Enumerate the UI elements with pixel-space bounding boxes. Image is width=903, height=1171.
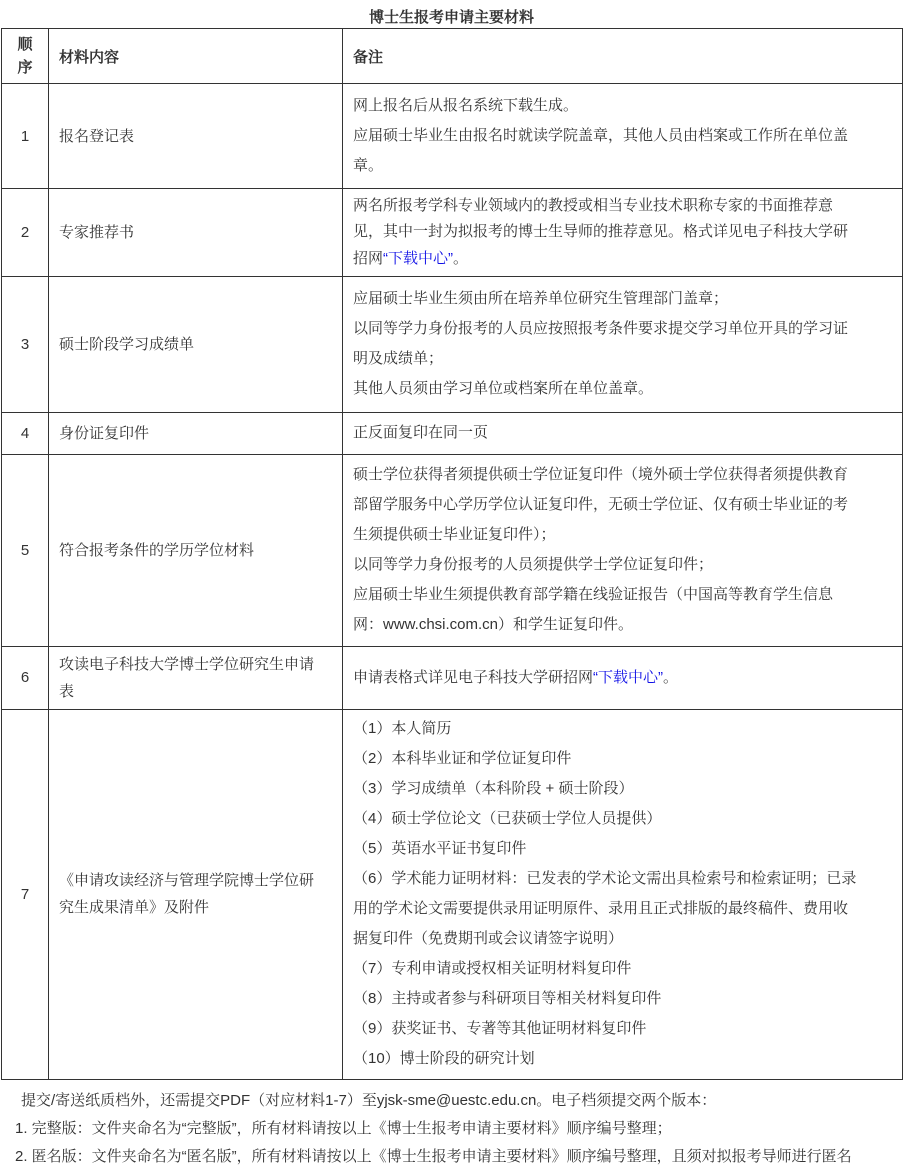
material-name: 《申请攻读经济与管理学院博士学位研究生成果清单》及附件 — [49, 709, 343, 1079]
remark-list-item: （2）本科毕业证和学位证复印件 — [353, 750, 572, 768]
remark-list-item: （8）主持或者参与科研项目等相关材料复印件 — [353, 990, 662, 1008]
remark-line: 以同等学力身份报考的人员须提供学士学位证复印件； — [353, 556, 714, 574]
header-material: 材料内容 — [49, 29, 343, 84]
remark-line: 网上报名后从报名系统下载生成。 — [353, 97, 579, 114]
header-order: 顺序 — [2, 29, 49, 84]
remark-list-item: （7）专利申请或授权相关证明材料复印件 — [353, 960, 632, 978]
materials-table — [1, 28, 903, 1080]
remark-line: 其他人员须由学习单位或档案所在单位盖章。 — [353, 380, 654, 398]
material-name: 硕士阶段学习成绩单 — [49, 276, 343, 412]
row-number: 7 — [2, 709, 49, 1079]
remark-list-item: （5）英语水平证书复印件 — [353, 840, 527, 858]
table-row-7 — [2, 709, 903, 1079]
remark-list-item: （6）学术能力证明材料：已发表的学术论文需出具检索号和检索证明；已录用的学术论文需要提供录用证明原件、录用且正式排版的最终稿件、费用收据复印件（免费期刊或会议请签字说明） — [353, 870, 857, 948]
material-name: 攻读电子科技大学博士学位研究生申请表 — [49, 646, 343, 709]
download-center-link[interactable]: “下载中心” — [593, 668, 664, 686]
row-number: 6 — [2, 646, 49, 709]
remark-text: 。 — [453, 249, 469, 267]
download-center-link[interactable]: “下载中心” — [383, 249, 454, 267]
remark-line: 应届硕士毕业生由报名时就读学院盖章，其他人员由档案或工作所在单位盖章。 — [353, 127, 849, 174]
footer-item-anonymous-version: 2. 匿名版：文件夹命名为“匿名版”，所有材料请按以上《博士生报考申请主要材料》顺序编号整理，且须对拟报考导师进行匿名 — [15, 1147, 852, 1165]
remark-line: 应届硕士毕业生须提供教育部学籍在线验证报告（中国高等教育学生信息网：www.chsi.com.cn）和学生证复印件。 — [353, 586, 834, 634]
table-row-4 — [2, 412, 903, 454]
row-number: 3 — [2, 276, 49, 412]
remark-cell — [343, 276, 903, 412]
remark-list-item: （1）本人简历 — [353, 720, 452, 738]
row-number: 2 — [2, 189, 49, 277]
remark-cell — [343, 454, 903, 646]
header-row — [2, 29, 903, 84]
remark-line: 硕士学位获得者须提供硕士学位证复印件（境外硕士学位获得者须提供教育部留学服务中心学历学位认证复印件，无硕士学位证、仅有硕士毕业证的考生须提供硕士毕业证复印件）； — [353, 466, 849, 544]
table-row-1 — [2, 84, 903, 189]
table-row-6 — [2, 646, 903, 709]
table-row-2 — [2, 189, 903, 277]
row-number: 5 — [2, 454, 49, 646]
remark-line: 以同等学力身份报考的人员应按照报考条件要求提交学习单位开具的学习证明及成绩单； — [353, 320, 849, 368]
remark-list-item: （3）学习成绩单（本科阶段 + 硕士阶段） — [353, 780, 634, 798]
footer-item-complete-version: 1. 完整版：文件夹命名为“完整版”，所有材料请按以上《博士生报考申请主要材料》顺序编号整理； — [15, 1119, 672, 1137]
remark-text: 申请表格式详见电子科技大学研招网 — [353, 668, 594, 686]
header-remark: 备注 — [343, 29, 903, 84]
remark-line: 应届硕士毕业生须由所在培养单位研究生管理部门盖章； — [353, 290, 729, 308]
remark-cell — [343, 84, 903, 189]
footer-note — [0, 1080, 903, 1171]
footer-intro: 提交/寄送纸质档外，还需提交PDF（对应材料1-7）至yjsk-sme@uestc.edu.cn。电子档须提交两个版本： — [21, 1091, 717, 1109]
remark-line: 正反面复印在同一页 — [353, 424, 489, 442]
row-number: 4 — [2, 412, 49, 454]
remark-cell — [343, 189, 903, 277]
row-number: 1 — [2, 84, 49, 189]
remark-text: 。 — [663, 668, 679, 686]
remark-cell — [343, 646, 903, 709]
table-row-5 — [2, 454, 903, 646]
remark-cell — [343, 709, 903, 1079]
remark-list-item: （4）硕士学位论文（已获硕士学位人员提供） — [353, 810, 662, 828]
remark-cell — [343, 412, 903, 454]
table-row-3 — [2, 276, 903, 412]
material-name: 身份证复印件 — [49, 412, 343, 454]
page-title: 博士生报考申请主要材料 — [368, 9, 534, 26]
remark-list-item: （9）获奖证书、专著等其他证明材料复印件 — [353, 1020, 647, 1038]
material-name: 专家推荐书 — [49, 189, 343, 277]
remark-text: 两名所报考学科专业领域内的教授或相当专业技术职称专家的书面推荐意见，其中一封为拟报考的博士生导师的推荐意见。格式详见电子科技大学研招网 — [353, 197, 849, 267]
material-name: 符合报考条件的学历学位材料 — [49, 454, 343, 646]
material-name: 报名登记表 — [49, 84, 343, 189]
remark-list-item: （10）博士阶段的研究计划 — [353, 1050, 535, 1068]
